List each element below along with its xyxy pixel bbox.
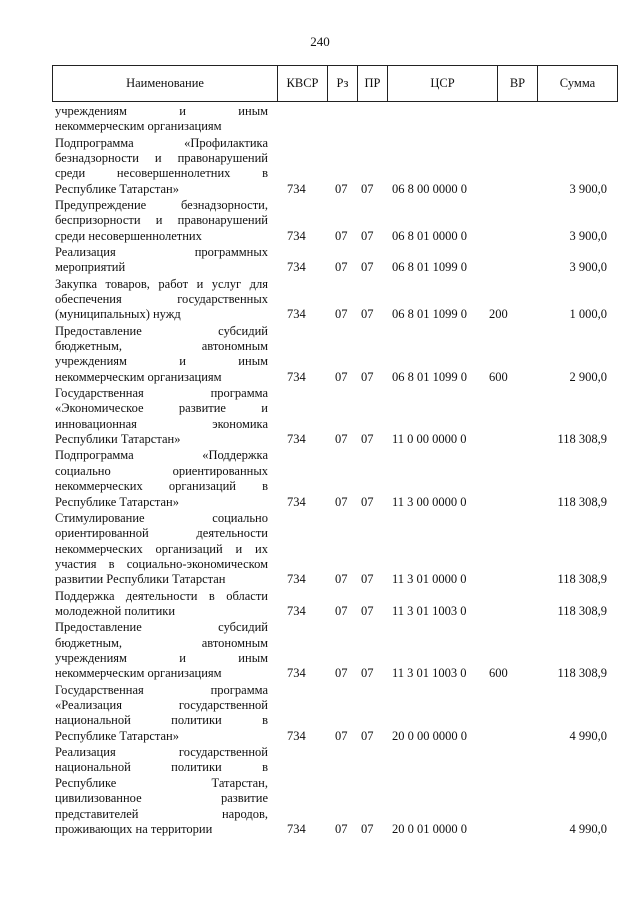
row-name-line: Республике Татарстан»: [55, 181, 179, 196]
cell-pr: 07: [361, 369, 374, 384]
cell-kvsr: 734: [287, 369, 306, 384]
table-row: [0, 277, 640, 323]
row-name: [55, 511, 268, 588]
row-name-line: Подпрограмма «Поддержка: [55, 448, 268, 463]
row-name-line: Стимулирование социально: [55, 510, 268, 525]
table-row: [0, 245, 640, 276]
col-header-rz: Рз: [328, 66, 358, 101]
cell-vr: 600: [489, 666, 508, 681]
cell-sum: 3 900,0: [569, 181, 607, 196]
row-name-line: проживающих на территории: [55, 821, 213, 836]
row-name-line: Республике Татарстан,: [55, 775, 268, 790]
cell-csr: 20 0 00 0000 0: [392, 728, 467, 743]
table-header: [52, 65, 618, 102]
cell-csr: 06 8 01 1099 0: [392, 307, 467, 322]
table-row: [0, 745, 640, 837]
row-name: [55, 104, 268, 135]
cell-sum: 4 990,0: [569, 728, 607, 743]
row-name-line: национальной политики в: [55, 760, 268, 775]
cell-sum: 118 308,9: [557, 432, 607, 447]
row-name-line: ориентированной деятельности: [55, 526, 268, 541]
cell-pr: 07: [361, 432, 374, 447]
row-name: [55, 683, 268, 745]
table-row: [0, 511, 640, 588]
row-name-line: Государственная программа: [55, 682, 268, 697]
cell-rz: 07: [335, 572, 348, 587]
col-header-csr: ЦСР: [388, 66, 498, 101]
cell-sum: 118 308,9: [557, 603, 607, 618]
row-name-line: некоммерческим организациям: [55, 369, 222, 384]
cell-rz: 07: [335, 821, 348, 836]
table-row: [0, 104, 640, 135]
row-name-line: цивилизованное развитие: [55, 791, 268, 806]
cell-csr: 06 8 01 0000 0: [392, 228, 467, 243]
row-name: [55, 324, 268, 386]
cell-rz: 07: [335, 666, 348, 681]
cell-rz: 07: [335, 494, 348, 509]
cell-kvsr: 734: [287, 603, 306, 618]
cell-csr: 06 8 01 1099 0: [392, 369, 467, 384]
row-name: [55, 198, 268, 244]
col-header-name: Наименование: [53, 66, 278, 101]
row-name-line: некоммерческих организаций в: [55, 479, 268, 494]
row-name-line: бюджетным, автономным: [55, 338, 268, 353]
cell-csr: 11 3 01 1003 0: [392, 603, 467, 618]
cell-csr: 06 8 00 0000 0: [392, 181, 467, 196]
row-name-line: Предоставление субсидий: [55, 620, 268, 635]
cell-pr: 07: [361, 728, 374, 743]
row-name: [55, 620, 268, 682]
cell-rz: 07: [335, 728, 348, 743]
row-name: [55, 245, 268, 276]
cell-pr: 07: [361, 228, 374, 243]
row-name-line: Закупка товаров, работ и услуг для: [55, 276, 268, 291]
cell-sum: 3 900,0: [569, 228, 607, 243]
cell-sum: 4 990,0: [569, 821, 607, 836]
row-name-line: Республики Татарстан»: [55, 432, 181, 447]
cell-kvsr: 734: [287, 494, 306, 509]
row-name: [55, 277, 268, 323]
row-name-line: инновационная экономика: [55, 416, 268, 431]
row-name-line: молодежной политики: [55, 603, 176, 618]
table-row: [0, 198, 640, 244]
table-row: [0, 683, 640, 745]
row-name-line: Республике Татарстан»: [55, 494, 179, 509]
row-name-line: Подпрограмма «Профилактика: [55, 135, 268, 150]
row-name-line: Республике Татарстан»: [55, 728, 179, 743]
row-name: [55, 589, 268, 620]
cell-pr: 07: [361, 307, 374, 322]
cell-sum: 118 308,9: [557, 572, 607, 587]
col-header-pr: ПР: [358, 66, 388, 101]
table-row: [0, 324, 640, 386]
cell-kvsr: 734: [287, 181, 306, 196]
cell-csr: 11 3 01 1003 0: [392, 666, 467, 681]
row-name-line: мероприятий: [55, 260, 126, 275]
row-name: [55, 136, 268, 198]
cell-csr: 20 0 01 0000 0: [392, 821, 467, 836]
cell-kvsr: 734: [287, 821, 306, 836]
col-header-vr: ВР: [498, 66, 538, 101]
row-name-line: «Реализация государственной: [55, 697, 268, 712]
cell-sum: 1 000,0: [569, 307, 607, 322]
cell-pr: 07: [361, 572, 374, 587]
cell-csr: 11 3 01 0000 0: [392, 572, 467, 587]
col-header-sum: Сумма: [559, 76, 596, 90]
cell-sum: 2 900,0: [569, 369, 607, 384]
row-name-line: безнадзорности и правонарушений: [55, 150, 268, 165]
row-name-line: обеспечения государственных: [55, 291, 268, 306]
row-name: [55, 745, 268, 837]
cell-rz: 07: [335, 228, 348, 243]
row-name: [55, 386, 268, 448]
row-name-line: (муниципальных) нужд: [55, 307, 181, 322]
cell-pr: 07: [361, 260, 374, 275]
cell-pr: 07: [361, 603, 374, 618]
table-row: [0, 136, 640, 198]
row-name-line: национальной политики в: [55, 713, 268, 728]
cell-pr: 07: [361, 821, 374, 836]
row-name-line: некоммерческих организаций и их: [55, 541, 268, 556]
cell-vr: 200: [489, 307, 508, 322]
row-name-line: Реализация программных: [55, 245, 268, 259]
cell-kvsr: 734: [287, 307, 306, 322]
cell-sum: 118 308,9: [557, 666, 607, 681]
row-name-line: «Экономическое развитие и: [55, 401, 268, 416]
col-header-kvsr: КВСР: [278, 66, 328, 101]
cell-rz: 07: [335, 307, 348, 322]
row-name-line: среди несовершеннолетних в: [55, 166, 268, 181]
cell-csr: 06 8 01 1099 0: [392, 260, 467, 275]
cell-rz: 07: [335, 603, 348, 618]
cell-pr: 07: [361, 666, 374, 681]
cell-pr: 07: [361, 494, 374, 509]
cell-sum: 118 308,9: [557, 494, 607, 509]
row-name-line: Государственная программа: [55, 386, 268, 400]
row-name-line: учреждениям и иным: [55, 650, 268, 665]
table-row: [0, 589, 640, 620]
row-name-line: учреждениям и иным: [55, 104, 268, 118]
cell-pr: 07: [361, 181, 374, 196]
cell-kvsr: 734: [287, 728, 306, 743]
row-name-line: учреждениям и иным: [55, 354, 268, 369]
cell-rz: 07: [335, 432, 348, 447]
row-name-line: Предоставление субсидий: [55, 323, 268, 338]
cell-csr: 11 3 00 0000 0: [392, 494, 467, 509]
row-name-line: Реализация государственной: [55, 745, 268, 759]
row-name-line: развитии Республики Татарстан: [55, 572, 226, 587]
cell-kvsr: 734: [287, 432, 306, 447]
cell-kvsr: 734: [287, 666, 306, 681]
page-number: 240: [310, 34, 330, 49]
row-name: [55, 448, 268, 510]
cell-vr: 600: [489, 369, 508, 384]
table-row: [0, 448, 640, 510]
row-name-line: бюджетным, автономным: [55, 635, 268, 650]
row-name-line: социально ориентированных: [55, 463, 268, 478]
cell-rz: 07: [335, 181, 348, 196]
cell-sum: 3 900,0: [569, 260, 607, 275]
row-name-line: некоммерческим организациям: [55, 666, 222, 681]
row-name-line: участия в социально-экономическом: [55, 556, 268, 571]
row-name-line: среди несовершеннолетних: [55, 228, 202, 243]
cell-rz: 07: [335, 260, 348, 275]
cell-csr: 11 0 00 0000 0: [392, 432, 467, 447]
cell-kvsr: 734: [287, 572, 306, 587]
row-name-line: Поддержка деятельности в области: [55, 588, 268, 603]
row-name-line: представителей народов,: [55, 806, 268, 821]
row-name-line: некоммерческим организациям: [55, 119, 222, 134]
row-name-line: Предупреждение безнадзорности,: [55, 198, 268, 212]
cell-kvsr: 734: [287, 228, 306, 243]
row-name-line: беспризорности и правонарушений: [55, 213, 268, 228]
table-row: [0, 386, 640, 448]
cell-kvsr: 734: [287, 260, 306, 275]
table-row: [0, 620, 640, 682]
cell-rz: 07: [335, 369, 348, 384]
